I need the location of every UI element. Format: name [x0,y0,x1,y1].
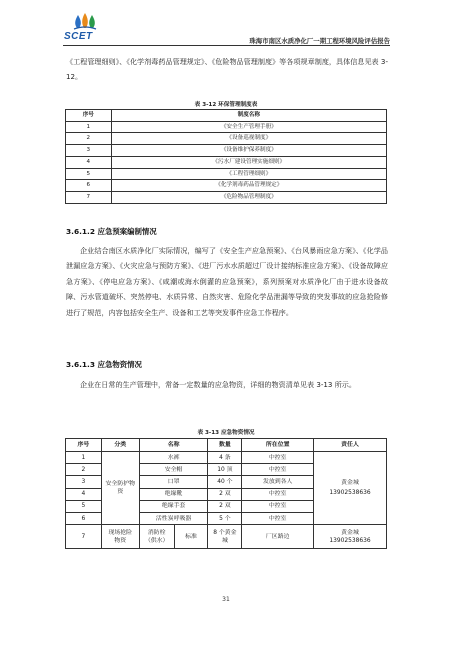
column-header: 制度名称 [111,110,386,122]
table-cell: 4 条 [208,452,242,464]
page-number: 31 [222,596,230,603]
emergency-supplies-table [65,438,387,549]
table-row [66,121,387,133]
table-cell: 中控室 [242,500,314,512]
table-cell: 3 [66,476,102,488]
table-cell: 2 双 [208,488,242,500]
category-cell: 现场抢险物资 [101,525,139,549]
table-cell: 中控室 [242,488,314,500]
table-cell: 2 [66,133,112,145]
table-cell: 活性炭呼吸器 [139,512,208,524]
table-cell: 7 [66,525,102,549]
table-cell: 10 顶 [208,464,242,476]
header-divider [63,45,390,46]
table-cell: 5 [66,168,112,180]
table-cell: 1 [66,121,112,133]
column-header: 序号 [66,439,102,452]
table-cell: 7 [66,191,112,203]
table-cell: 口罩 [139,476,208,488]
table-cell: 《安全生产管理手册》 [111,121,386,133]
column-header: 所在位置 [242,439,314,452]
table-cell: 《危险物品管理制度》 [111,191,386,203]
table-row [66,133,387,145]
table2-caption: 表 3-13 应急物资情况 [197,430,255,436]
header-title: 珠海市南区水质净化厂一期工程环境风险评估报告 [249,37,390,45]
person-cell: 黄金城 13902538636 [314,452,387,525]
table-cell: 5 个 [208,512,242,524]
table-cell: 40 个 [208,476,242,488]
table-cell: 发放到各人 [242,476,314,488]
table-cell: 标准 [174,525,208,549]
section-heading: 3.6.1.2 应急预案编制情况 [66,227,157,236]
table-header-row [66,439,387,452]
table-cell: 《设备维护保养制度》 [111,145,386,157]
section-paragraph: 企业在日常的生产管理中，常备一定数量的应急物资，详细的物资清单见表 3-13 所示。 [80,380,356,389]
table-cell: 2 [66,464,102,476]
table-cell: 《设备巡视制度》 [111,133,386,145]
table-row [66,156,387,168]
person-cell: 黄金城 13902538636 [314,525,387,549]
table-cell: 6 [66,180,112,192]
column-header: 责任人 [314,439,387,452]
section-heading: 3.6.1.3 应急物资情况 [66,360,142,369]
table-cell: 3 [66,145,112,157]
category-cell: 安全防护物资 [101,452,139,525]
table-cell: 中控室 [242,512,314,524]
table-cell: 水裤 [139,452,208,464]
table-cell: 《工程管理细则》 [111,168,386,180]
table-cell: 《化学剂毒药品管理规定》 [111,180,386,192]
table-row [66,191,387,203]
intro-paragraph: 《工程管理细则》、《化学剂毒药品管理规定》、《危险物品管理制度》等各项规章制度，具体信息见表 3-12。 [66,57,388,82]
table1-caption: 表 3-12 环保管理制度表 [194,102,258,108]
table-row [66,452,387,464]
logo-text: SCET [64,31,93,42]
table-cell: 绝缘靴 [139,488,208,500]
table-cell: 5 [66,500,102,512]
table-cell: 安全帽 [139,464,208,476]
column-header: 名称 [139,439,208,452]
table-cell: 4 [66,156,112,168]
column-header: 序号 [66,110,112,122]
table-cell: 绝缘手套 [139,500,208,512]
table-cell: 8 个黄金城 [208,525,242,549]
table-row [66,180,387,192]
table-cell: 消防栓（供水） [139,525,174,549]
table-cell: 6 [66,512,102,524]
table-cell: 4 [66,488,102,500]
table-cell: 厂区路边 [242,525,314,549]
column-header: 分类 [101,439,139,452]
table-header-row [66,110,387,122]
table-row [66,145,387,157]
table-cell: 中控室 [242,452,314,464]
table-cell: 《污水厂建设管理实施细则》 [111,156,386,168]
table-row [66,525,387,549]
scet-logo-icon [72,12,98,30]
section-paragraph: 企业结合南区水质净化厂实际情况，编写了《安全生产应急预案》、《台风暴雨应急方案》、《化学品泄漏应急方案》、《火灾应急与预防方案》、《进厂污水水质超过厂设计接纳标准应急方案》、《设备故障应急方案》、《停电应急方案》、《咸潮或海水倒灌的应急预案》，系列预案对水质净化厂由于进水设备故障、污水管道破坏、突然停电、水质异常、自然灾害、危险化学品泄漏等导致的突发事故的应急抢险修进行了规范，内容包括安全生产、设备和工艺等突发事件应急工作程序。 [66,246,388,317]
table-cell: 1 [66,452,102,464]
table-cell: 2 双 [208,500,242,512]
column-header: 数量 [208,439,242,452]
management-system-table [65,109,387,204]
table-row [66,168,387,180]
table-cell: 中控室 [242,464,314,476]
